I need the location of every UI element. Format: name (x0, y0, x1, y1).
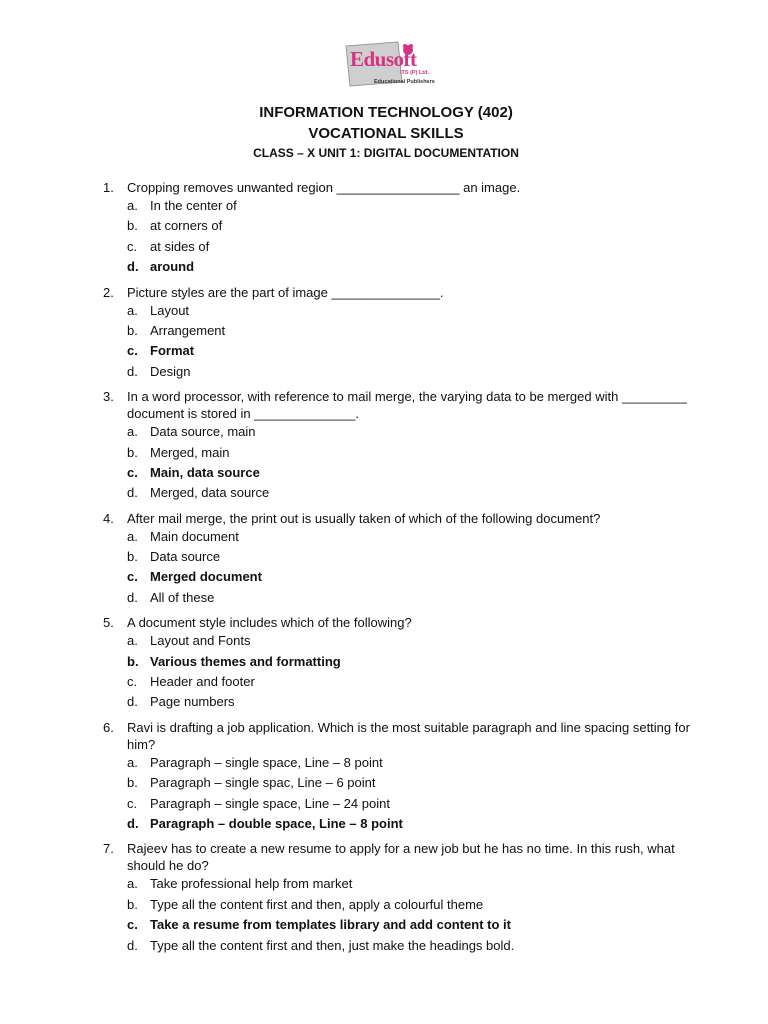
answer-option (103, 362, 703, 382)
option-letter: b. (127, 549, 138, 565)
option-letter: d. (127, 815, 139, 831)
logo-brand-text: Edusoft (350, 47, 417, 71)
option-text: Layout and Fonts (150, 633, 251, 649)
correct-option (103, 341, 703, 361)
option-text: All of these (150, 589, 215, 605)
correct-option (103, 567, 703, 587)
option-letter: a. (127, 754, 138, 770)
option-letter: d. (127, 485, 138, 501)
question-text: Ravi is drafting a job application. Which is the most suitable paragraph and line spacing setting for him? (127, 719, 690, 752)
option-text: Paragraph – double space, Line – 8 point (150, 815, 403, 831)
question-item (103, 840, 703, 956)
answer-option (103, 443, 703, 463)
option-text: Main document (150, 528, 239, 544)
option-letter: c. (127, 569, 138, 585)
option-text: at corners of (150, 218, 223, 234)
question-stem (103, 510, 703, 527)
option-letter: c. (127, 464, 138, 480)
answer-option (103, 672, 703, 692)
question-number: 7. (103, 841, 114, 857)
question-item (103, 179, 703, 278)
option-text: Layout (150, 302, 190, 318)
logo-tagline: Educational Publishers (374, 79, 435, 85)
question-text: A document style includes which of the following? (127, 615, 412, 631)
question-list (103, 179, 703, 962)
answer-option (103, 936, 703, 956)
question-number: 4. (103, 510, 114, 526)
question-number: 6. (103, 719, 114, 735)
question-item (103, 719, 703, 835)
question-number: 3. (103, 389, 114, 405)
question-text: Cropping removes unwanted region _________________ an image. (127, 180, 521, 195)
option-list (103, 196, 703, 278)
answer-option (103, 794, 703, 814)
option-text: Various themes and formatting (150, 653, 341, 669)
option-letter: a. (127, 876, 138, 892)
question-text: In a word processor, with reference to mail merge, the varying data to be merged with _________ document is stored in ______________. (127, 389, 688, 422)
answer-option (103, 753, 703, 773)
option-letter: b. (127, 444, 138, 460)
option-letter: a. (127, 424, 138, 440)
option-text: Paragraph – single space, Line – 24 point (150, 795, 390, 811)
unit-heading: CLASS – X UNIT 1: DIGITAL DOCUMENTATION (253, 146, 519, 160)
option-text: Format (150, 343, 195, 359)
option-text: Main, data source (150, 464, 260, 480)
question-number: 2. (103, 284, 114, 300)
answer-option (103, 321, 703, 341)
option-letter: d. (127, 259, 139, 275)
option-text: Arrangement (150, 322, 226, 338)
option-text: Header and footer (150, 674, 255, 690)
question-stem (103, 719, 703, 753)
answer-option (103, 196, 703, 216)
answer-option (103, 773, 703, 793)
option-letter: b. (127, 896, 138, 912)
option-letter: b. (127, 218, 138, 234)
option-list (103, 874, 703, 956)
question-item (103, 614, 703, 713)
option-letter: d. (127, 363, 138, 379)
option-text: Data source (150, 549, 221, 565)
option-letter: b. (127, 322, 138, 338)
option-text: Page numbers (150, 694, 235, 710)
option-letter: c. (127, 343, 138, 359)
option-list (103, 631, 703, 713)
option-text: around (150, 259, 195, 275)
answer-option (103, 216, 703, 236)
question-number: 1. (103, 180, 114, 195)
option-letter: d. (127, 937, 138, 953)
correct-option (103, 463, 703, 483)
option-letter: a. (127, 528, 138, 544)
page-title: INFORMATION TECHNOLOGY (402) (259, 104, 513, 121)
option-list (103, 422, 703, 504)
option-letter: c. (127, 238, 138, 254)
option-text: Merged document (150, 569, 262, 585)
correct-option (103, 652, 703, 672)
question-text: Picture styles are the part of image _______________. (127, 284, 444, 300)
question-stem (103, 614, 703, 631)
option-letter: c. (127, 674, 138, 690)
answer-option (103, 874, 703, 894)
correct-option (103, 257, 703, 277)
answer-option (103, 692, 703, 712)
answer-option (103, 422, 703, 442)
option-letter: d. (127, 589, 138, 605)
question-stem (103, 388, 703, 422)
option-list (103, 301, 703, 383)
option-text: Take professional help from market (150, 876, 353, 892)
logo-company-text: ITS (P) Ltd. (400, 70, 430, 76)
answer-option (103, 301, 703, 321)
option-text: Paragraph – single spac, Line – 6 point (150, 775, 376, 791)
question-stem (103, 284, 703, 301)
option-letter: a. (127, 198, 138, 213)
question-item (103, 388, 703, 504)
question-stem (103, 179, 703, 196)
option-list (103, 753, 703, 835)
option-letter: b. (127, 653, 139, 669)
option-letter: c. (127, 917, 138, 933)
question-item (103, 510, 703, 609)
option-list (103, 527, 703, 609)
question-text: After mail merge, the print out is usually taken of which of the following document? (127, 510, 601, 526)
answer-option (103, 895, 703, 915)
option-text: Paragraph – single space, Line – 8 point (150, 754, 383, 770)
correct-option (103, 814, 703, 834)
option-letter: d. (127, 694, 138, 710)
option-text: Merged, data source (150, 485, 270, 501)
question-number: 5. (103, 615, 114, 631)
option-letter: b. (127, 775, 138, 791)
answer-option (103, 237, 703, 257)
answer-option (103, 631, 703, 651)
option-letter: a. (127, 302, 138, 318)
answer-option (103, 547, 703, 567)
question-text: Rajeev has to create a new resume to apply for a new job but he has no time. In this rush, what should he do? (127, 841, 675, 874)
answer-option (103, 588, 703, 608)
option-letter: a. (127, 633, 138, 649)
option-text: Type all the content first and then, just make the headings bold. (150, 937, 515, 953)
edusoft-logo (344, 40, 436, 90)
option-text: Take a resume from templates library and add content to it (150, 917, 511, 933)
option-text: Design (150, 363, 191, 379)
option-letter: c. (127, 795, 138, 811)
option-text: Data source, main (150, 424, 256, 440)
answer-option (103, 483, 703, 503)
option-text: at sides of (150, 238, 210, 254)
question-stem (103, 840, 703, 874)
option-text: Type all the content first and then, apply a colourful theme (150, 896, 484, 912)
option-text: Merged, main (150, 444, 230, 460)
option-text: In the center of (150, 198, 237, 213)
answer-option (103, 527, 703, 547)
question-item (103, 284, 703, 383)
page-subtitle: VOCATIONAL SKILLS (308, 125, 464, 142)
correct-option (103, 915, 703, 935)
